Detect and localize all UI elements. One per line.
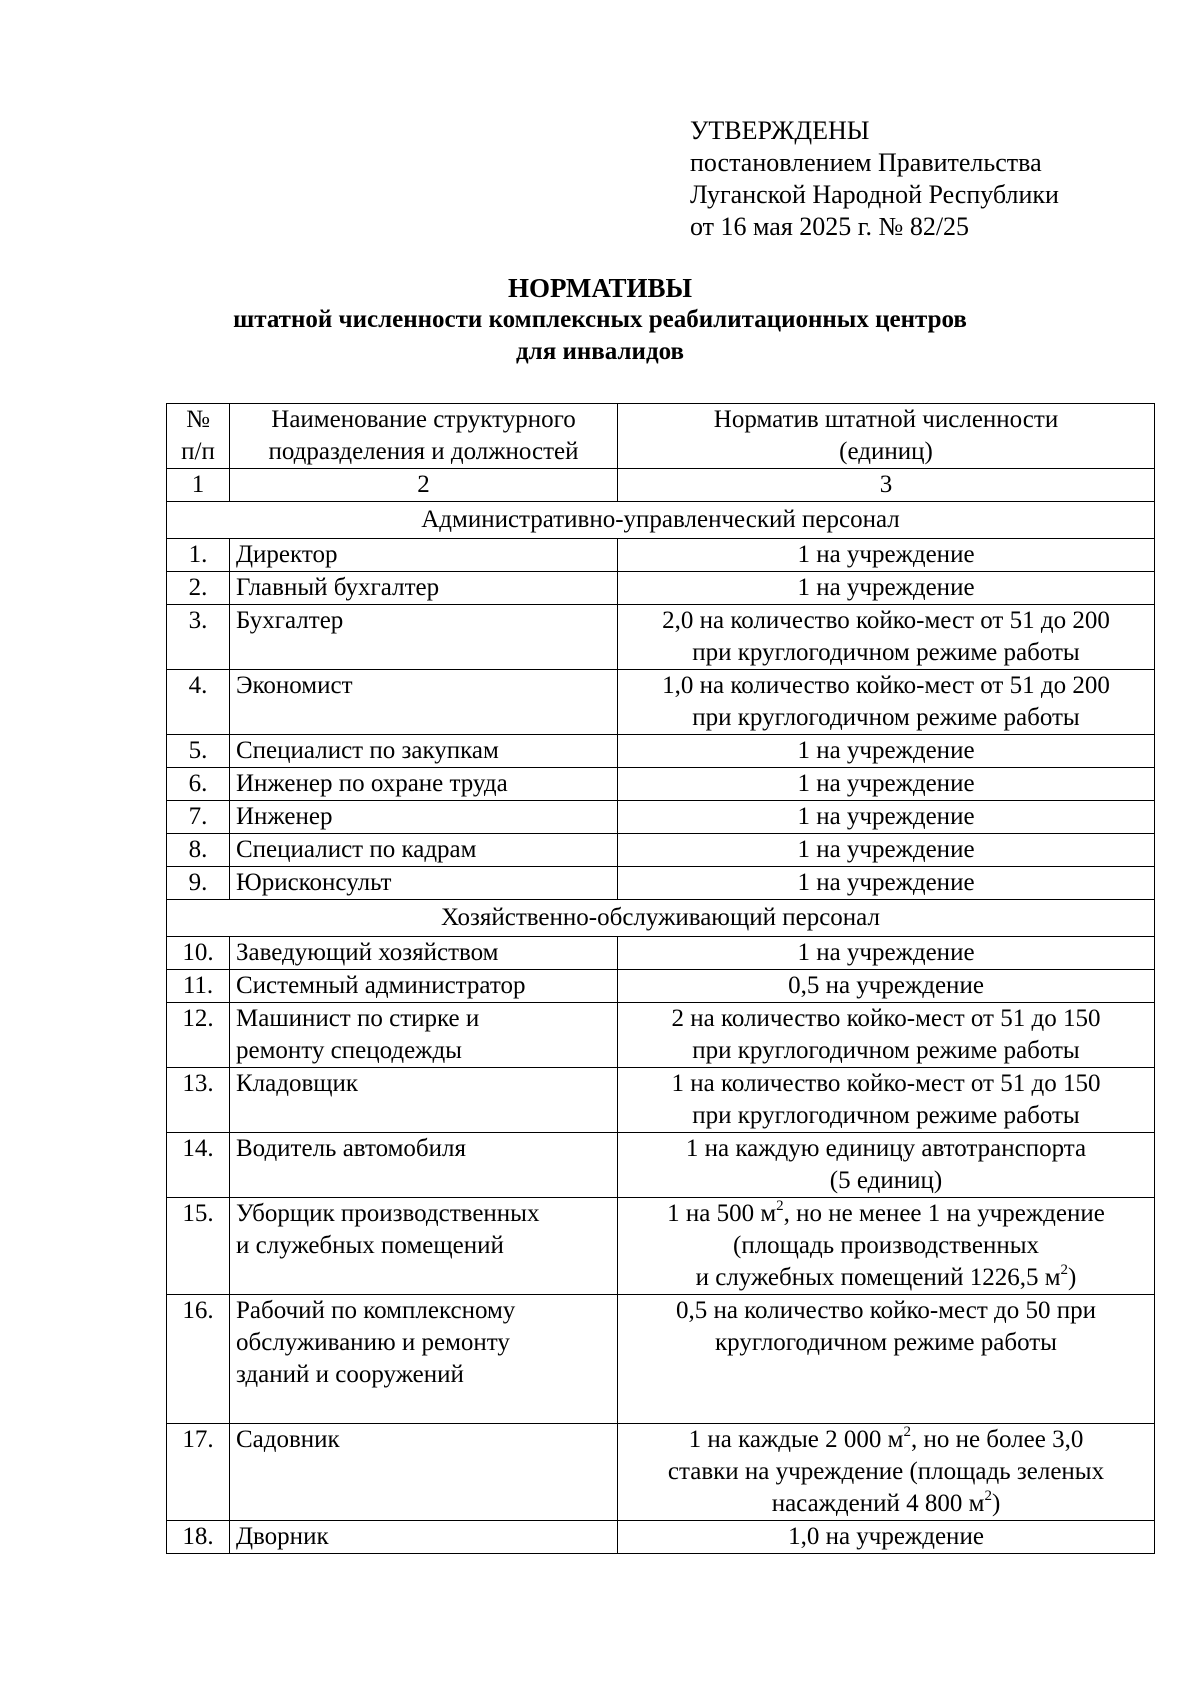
row-number: 5. — [167, 735, 230, 768]
row-norm: 1 на учреждение — [618, 572, 1155, 605]
row-norm: 1 на количество койко-мест от 51 до 150 при круглогодичном режиме работы — [618, 1068, 1155, 1133]
table-row — [167, 1198, 1155, 1295]
document-title — [0, 272, 1200, 368]
approval-title: УТВЕРЖДЕНЫ — [690, 116, 870, 145]
header-name: Наименование структурного подразделения и должностей — [230, 404, 618, 469]
row-norm: 1 на учреждение — [618, 937, 1155, 970]
row-position: Кладовщик — [230, 1068, 618, 1133]
index-cell: 3 — [618, 469, 1155, 502]
row-position: Бухгалтер — [230, 605, 618, 670]
section-row-administrative — [167, 502, 1155, 539]
table-row — [167, 670, 1155, 735]
row-number: 16. — [167, 1295, 230, 1424]
row-norm: 2,0 на количество койко-мест от 51 до 200 при круглогодичном режиме работы — [618, 605, 1155, 670]
row-number: 4. — [167, 670, 230, 735]
approval-stamp — [690, 115, 1059, 243]
table-row — [167, 937, 1155, 970]
approval-line: Луганской Народной Республики — [690, 180, 1059, 209]
table-row — [167, 970, 1155, 1003]
row-norm: 1 на учреждение — [618, 801, 1155, 834]
row-position: Специалист по кадрам — [230, 834, 618, 867]
row-norm: 1 на каждые 2 000 $м^2$, но не более 3,0 ставки на учреждение (площадь зеленых насаждений 4 800 $м^2$) — [618, 1424, 1155, 1521]
section-title: Административно-управленческий персонал — [167, 502, 1155, 539]
row-norm: 1,0 на учреждение — [618, 1521, 1155, 1554]
table-header-row — [167, 404, 1155, 469]
row-norm: 1 на учреждение — [618, 735, 1155, 768]
row-position: Инженер — [230, 801, 618, 834]
row-norm: 0,5 на учреждение — [618, 970, 1155, 1003]
row-norm: 1 на учреждение — [618, 539, 1155, 572]
row-number: 2. — [167, 572, 230, 605]
row-number: 7. — [167, 801, 230, 834]
table-row — [167, 1295, 1155, 1424]
row-norm: 1 на учреждение — [618, 768, 1155, 801]
row-position: Дворник — [230, 1521, 618, 1554]
table-row — [167, 572, 1155, 605]
table-row — [167, 834, 1155, 867]
table-row — [167, 539, 1155, 572]
row-position: Главный бухгалтер — [230, 572, 618, 605]
table-row — [167, 867, 1155, 900]
row-number: 14. — [167, 1133, 230, 1198]
index-cell: 1 — [167, 469, 230, 502]
row-position: Машинист по стирке и ремонту спецодежды — [230, 1003, 618, 1068]
row-position: Водитель автомобиля — [230, 1133, 618, 1198]
row-norm: 1,0 на количество койко-мест от 51 до 200 при круглогодичном режиме работы — [618, 670, 1155, 735]
staffing-norms-table — [166, 403, 1155, 1554]
row-number: 18. — [167, 1521, 230, 1554]
title-subtitle: штатной численности комплексных реабилитационных центров — [233, 306, 967, 333]
header-number: № п/п — [167, 404, 230, 469]
row-number: 10. — [167, 937, 230, 970]
row-norm: 0,5 на количество койко-мест до 50 при круглогодичном режиме работы — [618, 1295, 1155, 1424]
row-position: Юрисконсульт — [230, 867, 618, 900]
table-row — [167, 1068, 1155, 1133]
table-index-row — [167, 469, 1155, 502]
row-position: Заведующий хозяйством — [230, 937, 618, 970]
row-norm: 2 на количество койко-мест от 51 до 150 при круглогодичном режиме работы — [618, 1003, 1155, 1068]
row-position: Директор — [230, 539, 618, 572]
section-title: Хозяйственно-обслуживающий персонал — [167, 900, 1155, 937]
title-main: НОРМАТИВЫ — [507, 273, 693, 303]
table-row — [167, 605, 1155, 670]
row-norm: 1 на учреждение — [618, 834, 1155, 867]
row-number: 8. — [167, 834, 230, 867]
row-position: Уборщик производственных и служебных помещений — [230, 1198, 618, 1295]
row-number: 9. — [167, 867, 230, 900]
row-number: 13. — [167, 1068, 230, 1133]
header-norm: Норматив штатной численности (единиц) — [618, 404, 1155, 469]
table-row — [167, 768, 1155, 801]
row-position: Садовник — [230, 1424, 618, 1521]
approval-line: постановлением Правительства — [690, 148, 1042, 177]
row-norm: 1 на 500 $м^2$, но не менее 1 на учреждение (площадь производственных и служебных помещений 1226,5 $м^2$) — [618, 1198, 1155, 1295]
row-number: 15. — [167, 1198, 230, 1295]
row-position: Рабочий по комплексному обслуживанию и ремонту зданий и сооружений — [230, 1295, 618, 1424]
row-position: Специалист по закупкам — [230, 735, 618, 768]
row-number: 1. — [167, 539, 230, 572]
title-subtitle: для инвалидов — [516, 338, 684, 365]
table-row — [167, 1424, 1155, 1521]
table-row — [167, 1521, 1155, 1554]
table-row — [167, 1003, 1155, 1068]
table-row — [167, 1133, 1155, 1198]
row-position: Экономист — [230, 670, 618, 735]
row-number: 17. — [167, 1424, 230, 1521]
row-norm: 1 на каждую единицу автотранспорта (5 единиц) — [618, 1133, 1155, 1198]
table-row — [167, 735, 1155, 768]
row-number: 3. — [167, 605, 230, 670]
row-number: 12. — [167, 1003, 230, 1068]
section-row-maintenance — [167, 900, 1155, 937]
row-position: Системный администратор — [230, 970, 618, 1003]
table-row — [167, 801, 1155, 834]
row-norm: 1 на учреждение — [618, 867, 1155, 900]
approval-date: от 16 мая 2025 г. № 82/25 — [690, 212, 970, 241]
index-cell: 2 — [230, 469, 618, 502]
row-number: 6. — [167, 768, 230, 801]
row-position: Инженер по охране труда — [230, 768, 618, 801]
row-number: 11. — [167, 970, 230, 1003]
